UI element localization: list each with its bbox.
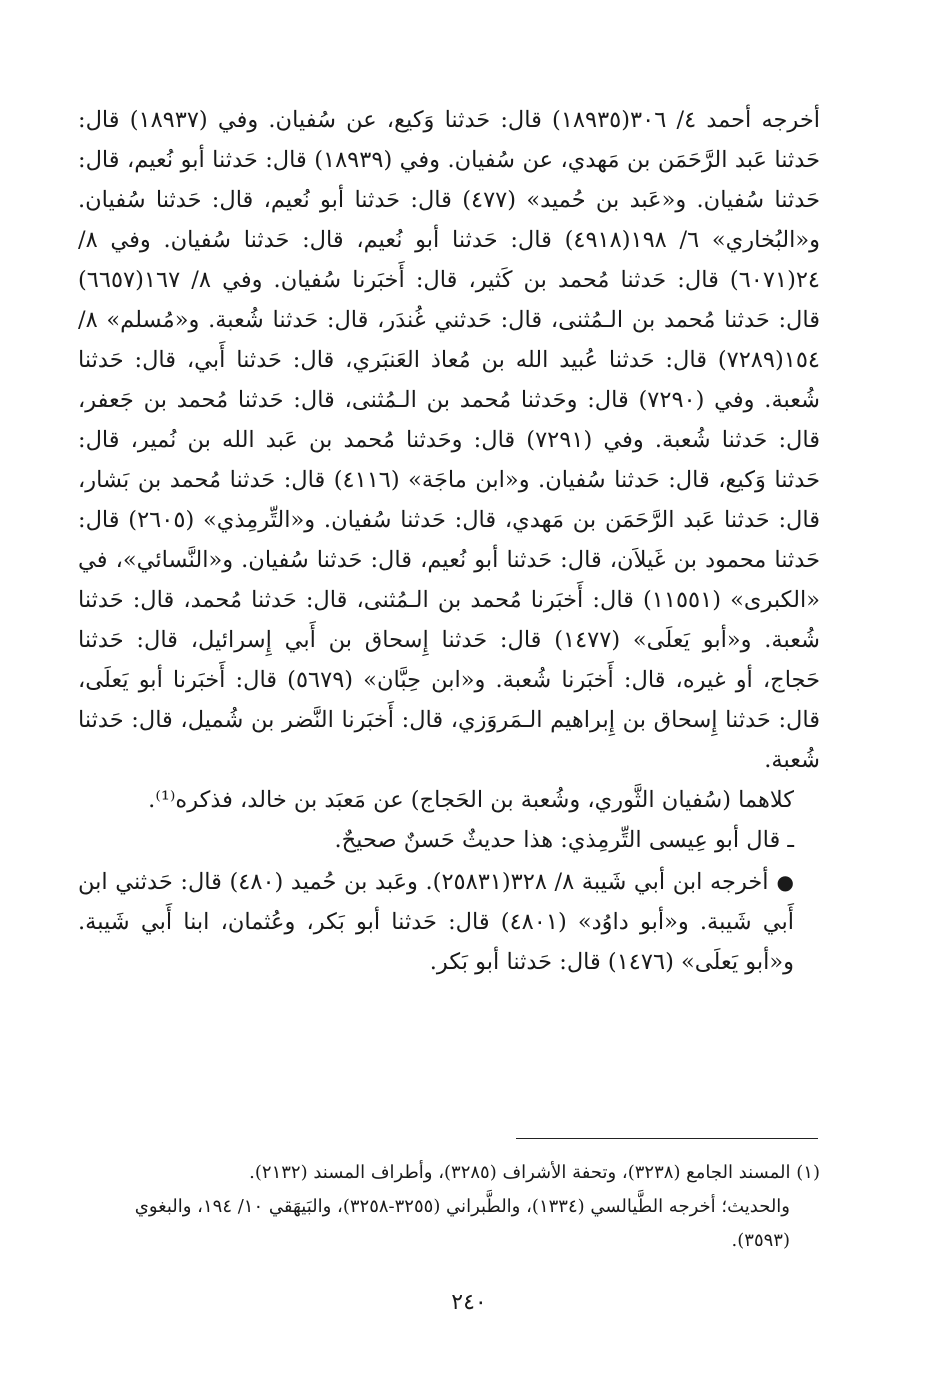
paragraph-takhrij-ibn-abi-shayba-text: أخرجه ابن أبي شَيبة ٨/ ٣٢٨(٢٥٨٣١). وعَبد بن حُميد (٤٨٠) قال: حَدثني ابن أَبي شَيبة. و«أبو داوُد» (٤٨٠١) قال: حَدثنا أبو بَكر، وعُثمان، ابنا أَبي شَيبة. و«أبو يَعلَى» (١٤٧٦) قال: حَدثنا أبو بَكر. xyxy=(78,869,794,975)
bullet-icon: ● xyxy=(776,870,794,894)
footnotes xyxy=(78,1156,820,1258)
paragraph-takhrij-ahmad: أخرجه أحمد ٤/ ٣٠٦(١٨٩٣٥) قال: حَدثنا وَكيع، عن سُفيان. وفي (١٨٩٣٧) قال: حَدثنا عَبد الرَّحَمَن بن مَهدي، عن سُفيان. وفي (١٨٩٣٩) قال: حَدثنا أبو نُعيم، قال: حَدثنا سُفيان. و«عَبد بن حُميد» (٤٧٧) قال: حَدثنا أبو نُعيم، قال: حَدثنا سُفيان. و«البُخاري» ٦/ ١٩٨(٤٩١٨) قال: حَدثنا أبو نُعيم، قال: حَدثنا سُفيان. وفي ٨/ ٢٤(٦٠٧١) قال: حَدثنا مُحمد بن كَثير، قال: أَخبَرنا سُفيان. وفي ٨/ ١٦٧(٦٦٥٧) قال: حَدثنا مُحمد بن الـمُثنى، قال: حَدثني غُندَر، قال: حَدثنا شُعبة. و«مُسلم» ٨/ ١٥٤(٧٢٨٩) قال: حَدثنا عُبيد الله بن مُعاذ العَنبَري، قال: حَدثنا أَبي، قال: حَدثنا شُعبة. وفي (٧٢٩٠) قال: وحَدثنا مُحمد بن الـمُثنى، قال: حَدثنا مُحمد بن جَعفر، قال: حَدثنا شُعبة. وفي (٧٢٩١) قال: وحَدثنا مُحمد بن عَبد الله بن نُمير، قال: حَدثنا وَكيع، قال: حَدثنا سُفيان. و«ابن ماجَة» (٤١١٦) قال: حَدثنا مُحمد بن بَشار، قال: حَدثنا عَبد الرَّحَمَن بن مَهدي، قال: حَدثنا سُفيان. و«التِّرمِذي» (٢٦٠٥) قال: حَدثنا محمود بن غَيلاَن، قال: حَدثنا أبو نُعيم، قال: حَدثنا سُفيان. و«النَّسائي»، في «الكبرى» (١١٥٥١) قال: أَخبَرنا مُحمد بن الـمُثنى، قال: حَدثنا مُحمد، قال: حَدثنا شُعبة. و«أبو يَعلَى» (١٤٧٧) قال: حَدثنا إِسحاق بن أَبي إِسرائيل، قال: حَدثنا حَجاج، أو غيره، قال: أَخبَرنا شُعبة. و«ابن حِبَّان» (٥٦٧٩) قال: أَخبَرنا أبو يَعلَى، قال: حَدثنا إِسحاق بن إِبراهيم الـمَروَزي، قال: أَخبَرنا النَّضر بن شُميل، قال: حَدثنا شُعبة. xyxy=(78,107,821,773)
footnote-1-continuation: والحديث؛ أخرجه الطَّيالسي (١٣٣٤)، والطَّبراني (٣٢٥٥-٣٢٥٨)، والبَيهَقي ١٠/ ١٩٤، والبغوي (٣٥٩٣). xyxy=(134,1196,790,1251)
page-number: ٢٤٠ xyxy=(451,1290,487,1315)
paragraph-tirmidhi-verdict: ـ قال أبو عِيسى التِّرمِذي: هذا حديثٌ حَسنٌ صحيحٌ. xyxy=(334,827,794,853)
footnote-separator xyxy=(516,1138,818,1139)
main-text xyxy=(78,100,820,982)
footnote-1: (١) المسند الجامع (٣٢٣٨)، وتحفة الأشراف (٣٢٨٥)، وأطراف المسند (٢١٣٢). xyxy=(249,1162,820,1183)
paragraph-kilahuma: كلاهما (سُفيان الثَّوري، وشُعبة بن الحَجاج) عن مَعبَد بن خالد، فذكره⁽¹⁾. xyxy=(148,787,794,813)
paragraph-takhrij-ibn-abi-shayba xyxy=(78,862,820,982)
